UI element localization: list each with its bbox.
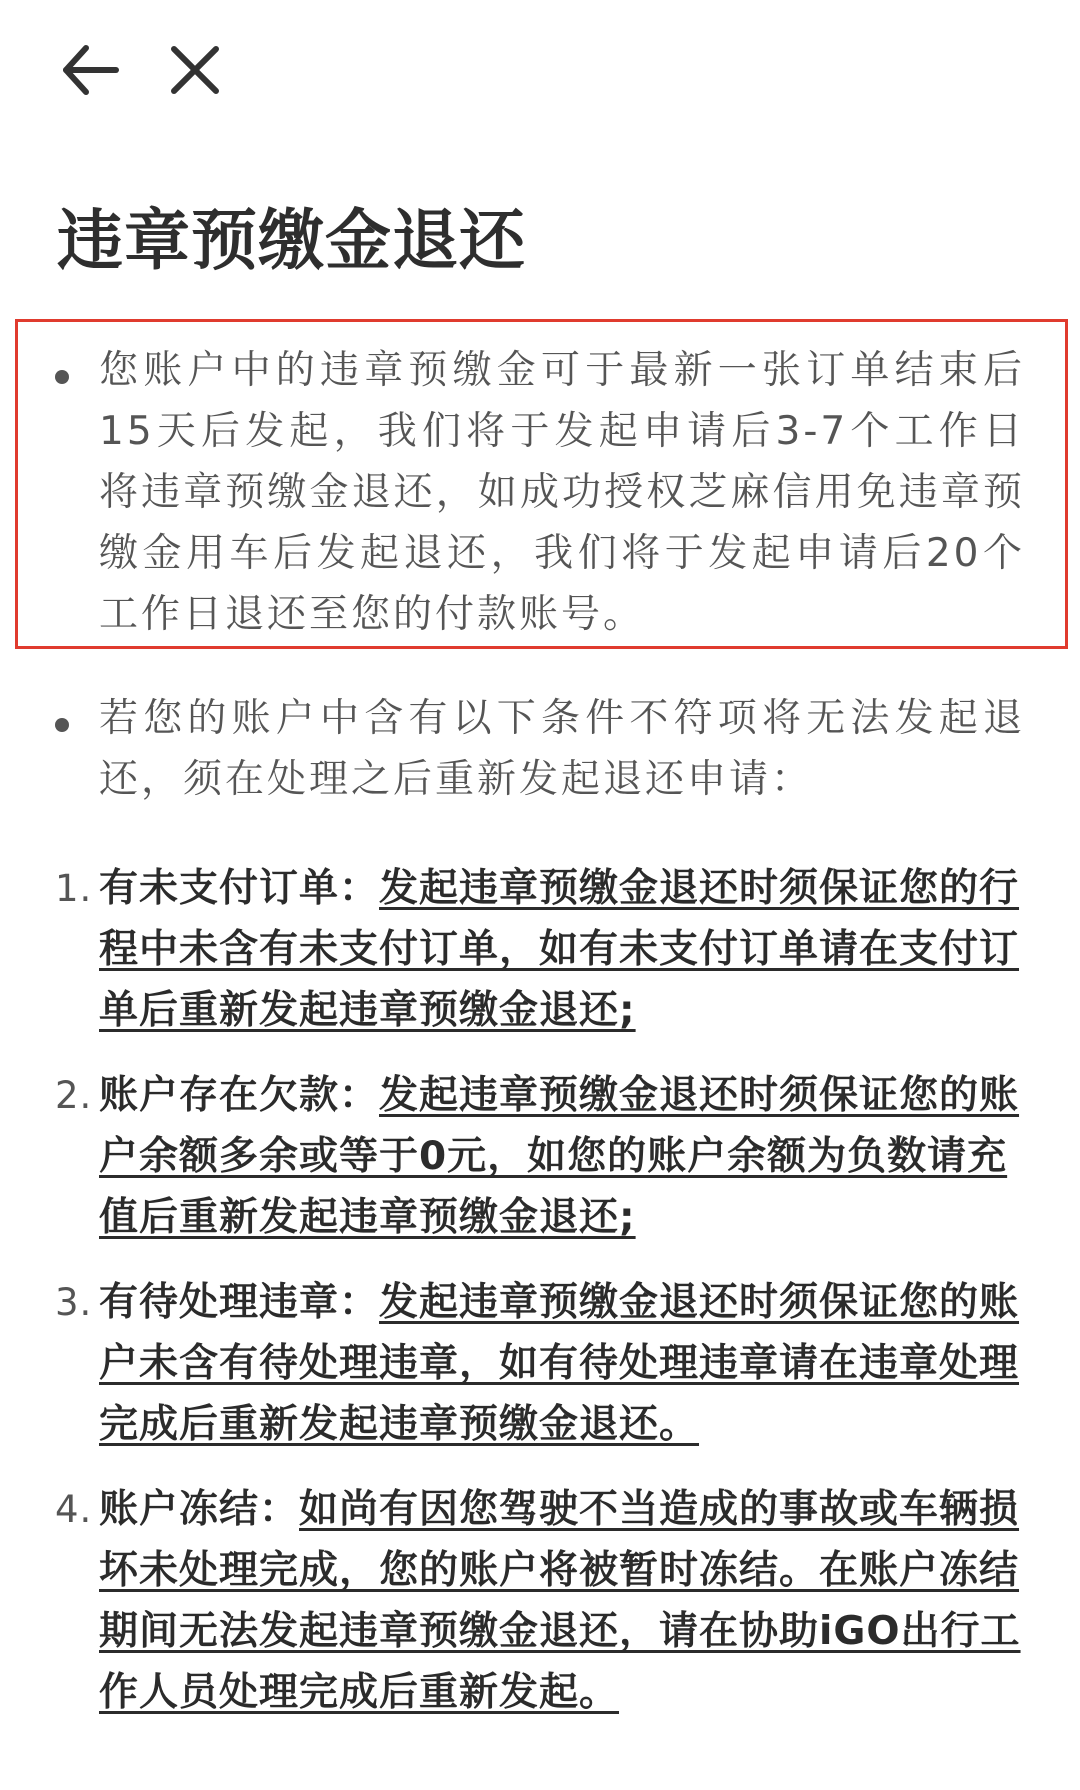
- condition-item: [55, 858, 1025, 1041]
- condition-item: [55, 1065, 1025, 1248]
- condition-number: 1.: [55, 867, 93, 910]
- condition-label: 账户存在欠款：: [99, 1073, 380, 1118]
- bullet-dot: [55, 370, 69, 384]
- condition-detail: 如尚有因您驾驶不当造成的事故或车辆损坏未处理完成，您的账户将被暂时冻结。在账户冻结期间无法发起违章预缴金退还，请在协助iGO出行工作人员处理完成后重新发起。: [99, 1487, 1021, 1715]
- page-title: 违章预缴金退还: [57, 202, 526, 279]
- conditions-list: [55, 858, 1025, 1747]
- top-navigation-bar: [0, 0, 1080, 140]
- bullet-text: 若您的账户中含有以下条件不符项将无法发起退还，须在处理之后重新发起退还申请：: [99, 696, 1025, 802]
- back-button[interactable]: [50, 30, 130, 110]
- condition-number: 4.: [55, 1488, 93, 1531]
- condition-item: [55, 1272, 1025, 1455]
- condition-number: 3.: [55, 1281, 93, 1324]
- close-button[interactable]: [155, 30, 235, 110]
- close-icon: [168, 43, 222, 97]
- condition-number: 2.: [55, 1074, 93, 1117]
- arrow-left-icon: [58, 38, 122, 102]
- bullet-item-refund-timing: [55, 340, 1025, 645]
- condition-label: 有未支付订单：: [99, 866, 380, 911]
- condition-detail: 发起违章预缴金退还时须保证您的账户未含有待处理违章，如有待处理违章请在违章处理完成后重新发起违章预缴金退还。: [99, 1280, 1020, 1447]
- condition-item: [55, 1479, 1025, 1723]
- bullet-item-conditions-intro: [55, 688, 1025, 810]
- condition-label: 有待处理违章：: [99, 1280, 380, 1325]
- bullet-dot: [55, 718, 69, 732]
- condition-label: 账户冻结：: [99, 1487, 300, 1532]
- condition-detail: 发起违章预缴金退还时须保证您的账户余额多余或等于0元，如您的账户余额为负数请充值后重新发起违章预缴金退还;: [99, 1073, 1020, 1240]
- bullet-text: 您账户中的违章预缴金可于最新一张订单结束后15天后发起，我们将于发起申请后3-7个工作日将违章预缴金退还，如成功授权芝麻信用免违章预缴金用车后发起退还，我们将于发起申请后20个工作日退还至您的付款账号。: [99, 348, 1025, 637]
- condition-detail: 发起违章预缴金退还时须保证您的行程中未含有未支付订单，如有未支付订单请在支付订单后重新发起违章预缴金退还;: [99, 866, 1020, 1033]
